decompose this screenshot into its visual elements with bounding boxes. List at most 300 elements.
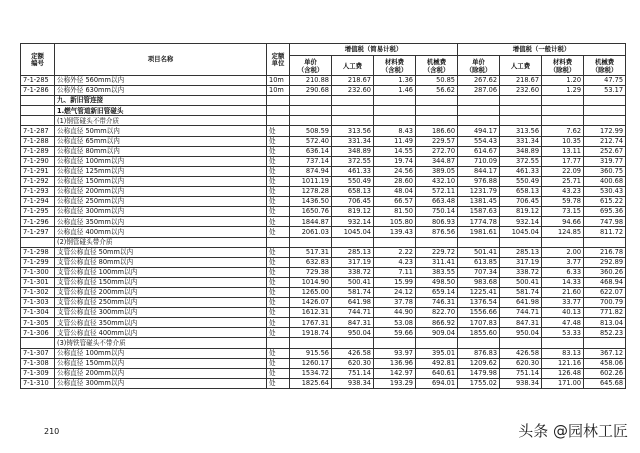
section-unit-cell <box>267 106 290 116</box>
cell-machine-excl: 622.07 <box>584 287 626 297</box>
cell-machine-incl: 432.10 <box>416 176 458 186</box>
item-unit: 处 <box>267 257 290 267</box>
empty-cell <box>290 96 332 106</box>
item-unit: 处 <box>267 146 290 156</box>
cell-machine-excl: 468.94 <box>584 277 626 287</box>
table-row <box>21 318 626 328</box>
cell-labor-2: 658.13 <box>500 187 542 197</box>
item-name: 公称直径 150mm以内 <box>55 358 267 368</box>
table-header <box>21 44 626 76</box>
cell-labor: 461.33 <box>332 166 374 176</box>
item-unit: 处 <box>267 287 290 297</box>
item-name: 支管公称直径 350mm以内 <box>55 318 267 328</box>
cell-material-excl: 33.77 <box>542 298 584 308</box>
item-unit: 10m <box>267 76 290 86</box>
table-row <box>21 368 626 378</box>
item-unit: 处 <box>267 267 290 277</box>
cell-price-excl: 287.06 <box>458 86 500 96</box>
empty-cell <box>500 106 542 116</box>
cell-material-excl: 94.66 <box>542 217 584 227</box>
cell-material-excl: 59.78 <box>542 197 584 207</box>
section-title: (3)铸铁管碰头不带介质 <box>55 338 267 348</box>
table-row <box>21 146 626 156</box>
cell-price-incl: 1260.17 <box>290 358 332 368</box>
item-name: 支管公称直径 100mm以内 <box>55 267 267 277</box>
empty-cell <box>584 237 626 247</box>
item-name: 支管公称直径 80mm以内 <box>55 257 267 267</box>
cell-machine-incl: 186.60 <box>416 126 458 136</box>
header-price-excl: 单价 （除税） <box>458 56 500 76</box>
section-unit-cell <box>267 237 290 247</box>
cell-price-excl: 707.34 <box>458 267 500 277</box>
header-name: 项目名称 <box>55 44 267 76</box>
empty-cell <box>332 106 374 116</box>
cell-machine-excl: 360.75 <box>584 166 626 176</box>
item-code: 7-1-290 <box>21 156 55 166</box>
cell-price-excl: 554.43 <box>458 136 500 146</box>
cell-material-excl: 25.71 <box>542 176 584 186</box>
header-price-incl: 单价 （含税） <box>290 56 332 76</box>
cell-material-incl: 24.56 <box>374 166 416 176</box>
empty-cell <box>458 237 500 247</box>
item-name: 公称外径 560mm以内 <box>55 76 267 86</box>
item-name: 支管公称直径 200mm以内 <box>55 287 267 297</box>
item-code: 7-1-302 <box>21 287 55 297</box>
cell-labor: 550.49 <box>332 176 374 186</box>
section-title: 九、新旧管连接 <box>55 96 267 106</box>
header-group-general: 增值税（一般计税） <box>458 44 626 56</box>
empty-cell <box>290 338 332 348</box>
empty-cell <box>584 338 626 348</box>
cell-machine-excl: 695.36 <box>584 207 626 217</box>
cell-labor: 313.56 <box>332 126 374 136</box>
cell-price-incl: 2061.03 <box>290 227 332 237</box>
cell-price-incl: 636.14 <box>290 146 332 156</box>
item-name: 公称直径 200mm以内 <box>55 368 267 378</box>
cell-machine-incl: 876.56 <box>416 227 458 237</box>
empty-cell <box>332 116 374 126</box>
cell-labor: 950.04 <box>332 328 374 338</box>
cell-labor: 232.60 <box>332 86 374 96</box>
cell-material-excl: 53.33 <box>542 328 584 338</box>
cell-price-incl: 1825.64 <box>290 378 332 388</box>
cell-machine-incl: 311.41 <box>416 257 458 267</box>
item-unit: 处 <box>267 217 290 227</box>
cell-machine-excl: 747.98 <box>584 217 626 227</box>
cell-labor-2: 348.89 <box>500 146 542 156</box>
cell-price-excl: 501.41 <box>458 247 500 257</box>
cell-price-incl: 632.83 <box>290 257 332 267</box>
cell-price-incl: 1612.31 <box>290 308 332 318</box>
item-unit: 处 <box>267 318 290 328</box>
watermark: 头条 @园林工匠 <box>518 422 628 440</box>
cell-price-excl: 1587.63 <box>458 207 500 217</box>
item-unit: 处 <box>267 368 290 378</box>
table-row <box>21 378 626 388</box>
cell-machine-excl: 319.77 <box>584 156 626 166</box>
header-machine-incl: 机械费 （含税） <box>416 56 458 76</box>
empty-cell <box>416 96 458 106</box>
item-name: 公称外径 630mm以内 <box>55 86 267 96</box>
cell-price-excl: 1855.60 <box>458 328 500 338</box>
table-row <box>21 136 626 146</box>
cell-machine-incl: 389.05 <box>416 166 458 176</box>
empty-cell <box>500 96 542 106</box>
cell-machine-incl: 383.55 <box>416 267 458 277</box>
item-unit: 10m <box>267 86 290 96</box>
item-name: 公称直径 65mm以内 <box>55 136 267 146</box>
table-row <box>21 207 626 217</box>
empty-cell <box>290 116 332 126</box>
cell-material-excl: 1.29 <box>542 86 584 96</box>
cell-machine-incl: 492.81 <box>416 358 458 368</box>
cell-price-excl: 1225.41 <box>458 287 500 297</box>
empty-cell <box>416 237 458 247</box>
cell-labor: 641.98 <box>332 298 374 308</box>
cell-labor-2: 313.56 <box>500 126 542 136</box>
item-code: 7-1-307 <box>21 348 55 358</box>
cell-labor-2: 338.72 <box>500 267 542 277</box>
empty-cell <box>542 338 584 348</box>
empty-cell <box>374 96 416 106</box>
table-row <box>21 187 626 197</box>
cell-price-excl: 1556.66 <box>458 308 500 318</box>
cell-price-incl: 517.31 <box>290 247 332 257</box>
cell-labor: 581.74 <box>332 287 374 297</box>
table-row <box>21 358 626 368</box>
empty-cell <box>500 116 542 126</box>
cell-material-incl: 37.78 <box>374 298 416 308</box>
cell-machine-incl: 694.01 <box>416 378 458 388</box>
cell-labor-2: 706.45 <box>500 197 542 207</box>
item-code: 7-1-308 <box>21 358 55 368</box>
cell-material-incl: 142.97 <box>374 368 416 378</box>
empty-cell <box>416 116 458 126</box>
cell-labor-2: 218.67 <box>500 76 542 86</box>
cell-material-incl: 24.12 <box>374 287 416 297</box>
item-name: 支管公称直径 50mm以内 <box>55 247 267 257</box>
cell-material-excl: 126.48 <box>542 368 584 378</box>
cell-price-incl: 1436.50 <box>290 197 332 207</box>
cell-machine-excl: 292.89 <box>584 257 626 267</box>
empty-cell <box>332 96 374 106</box>
cell-labor-2: 932.14 <box>500 217 542 227</box>
item-unit: 处 <box>267 247 290 257</box>
cell-material-excl: 121.16 <box>542 358 584 368</box>
cell-price-incl: 874.94 <box>290 166 332 176</box>
cell-price-excl: 267.62 <box>458 76 500 86</box>
empty-cell <box>542 237 584 247</box>
cell-price-incl: 1426.07 <box>290 298 332 308</box>
cell-machine-incl: 344.87 <box>416 156 458 166</box>
table-row <box>21 227 626 237</box>
table-row <box>21 247 626 257</box>
cell-price-excl: 614.67 <box>458 146 500 156</box>
cell-labor-2: 620.30 <box>500 358 542 368</box>
header-labor: 人工费 <box>332 56 374 76</box>
cell-price-incl: 1918.74 <box>290 328 332 338</box>
cell-machine-excl: 216.78 <box>584 247 626 257</box>
cell-price-incl: 572.40 <box>290 136 332 146</box>
section-title: 1.燃气管道新旧管碰头 <box>55 106 267 116</box>
cell-machine-excl: 771.82 <box>584 308 626 318</box>
cell-machine-incl: 395.01 <box>416 348 458 358</box>
cell-machine-excl: 615.22 <box>584 197 626 207</box>
item-unit: 处 <box>267 176 290 186</box>
cell-machine-excl: 852.23 <box>584 328 626 338</box>
empty-cell <box>332 338 374 348</box>
table-row <box>21 267 626 277</box>
section-unit-cell <box>267 116 290 126</box>
cell-machine-incl: 822.70 <box>416 308 458 318</box>
cell-labor-2: 847.31 <box>500 318 542 328</box>
item-code: 7-1-309 <box>21 368 55 378</box>
empty-cell <box>584 96 626 106</box>
cell-price-excl: 1231.79 <box>458 187 500 197</box>
empty-cell <box>416 106 458 116</box>
cell-price-excl: 613.85 <box>458 257 500 267</box>
table-row <box>21 166 626 176</box>
empty-cell <box>374 106 416 116</box>
item-code: 7-1-306 <box>21 328 55 338</box>
table-row <box>21 257 626 267</box>
item-code: 7-1-293 <box>21 187 55 197</box>
section-code-cell <box>21 96 55 106</box>
empty-cell <box>332 237 374 247</box>
item-name: 公称直径 100mm以内 <box>55 348 267 358</box>
empty-cell <box>374 338 416 348</box>
item-name: 支管公称直径 150mm以内 <box>55 277 267 287</box>
cell-material-incl: 44.90 <box>374 308 416 318</box>
cell-material-excl: 43.23 <box>542 187 584 197</box>
section-code-cell <box>21 116 55 126</box>
empty-cell <box>374 116 416 126</box>
table-row <box>21 76 626 86</box>
item-code: 7-1-296 <box>21 217 55 227</box>
cell-labor: 285.13 <box>332 247 374 257</box>
cell-material-excl: 3.77 <box>542 257 584 267</box>
cell-material-incl: 4.23 <box>374 257 416 267</box>
cell-labor-2: 461.33 <box>500 166 542 176</box>
cell-labor: 751.14 <box>332 368 374 378</box>
cell-machine-excl: 530.43 <box>584 187 626 197</box>
cell-labor: 1045.04 <box>332 227 374 237</box>
item-name: 支管公称直径 300mm以内 <box>55 308 267 318</box>
cell-price-excl: 1707.83 <box>458 318 500 328</box>
cell-labor-2: 500.41 <box>500 277 542 287</box>
section-title: (2)钢管碰头带介质 <box>55 237 267 247</box>
cell-labor: 620.30 <box>332 358 374 368</box>
header-code: 定额 编号 <box>21 44 55 76</box>
header-material-excl: 材料费 （除税） <box>542 56 584 76</box>
item-code: 7-1-291 <box>21 166 55 176</box>
item-unit: 处 <box>267 166 290 176</box>
section-row <box>21 237 626 247</box>
cell-price-incl: 729.38 <box>290 267 332 277</box>
table-row <box>21 328 626 338</box>
cell-price-excl: 844.17 <box>458 166 500 176</box>
item-name: 公称直径 350mm以内 <box>55 217 267 227</box>
item-name: 公称直径 100mm以内 <box>55 156 267 166</box>
item-code: 7-1-298 <box>21 247 55 257</box>
cell-material-incl: 136.96 <box>374 358 416 368</box>
cell-price-incl: 737.14 <box>290 156 332 166</box>
cell-machine-incl: 806.93 <box>416 217 458 227</box>
cell-labor-2: 751.14 <box>500 368 542 378</box>
cell-machine-incl: 659.14 <box>416 287 458 297</box>
cell-price-incl: 1534.72 <box>290 368 332 378</box>
empty-cell <box>542 116 584 126</box>
item-unit: 处 <box>267 298 290 308</box>
item-unit: 处 <box>267 308 290 318</box>
item-unit: 处 <box>267 187 290 197</box>
cell-price-incl: 915.56 <box>290 348 332 358</box>
item-unit: 处 <box>267 126 290 136</box>
item-name: 公称直径 80mm以内 <box>55 146 267 156</box>
cell-material-excl: 47.48 <box>542 318 584 328</box>
item-code: 7-1-287 <box>21 126 55 136</box>
item-code: 7-1-292 <box>21 176 55 186</box>
header-group-simple: 增值税（简易计税） <box>290 44 458 56</box>
cell-price-excl: 1774.78 <box>458 217 500 227</box>
cell-labor-2: 950.04 <box>500 328 542 338</box>
cell-machine-incl: 572.11 <box>416 187 458 197</box>
section-code-cell <box>21 106 55 116</box>
section-row <box>21 106 626 116</box>
item-code: 7-1-303 <box>21 298 55 308</box>
empty-cell <box>290 106 332 116</box>
cell-material-excl: 6.33 <box>542 267 584 277</box>
item-unit: 处 <box>267 136 290 146</box>
cell-material-incl: 2.22 <box>374 247 416 257</box>
item-unit: 处 <box>267 328 290 338</box>
cell-price-excl: 1381.45 <box>458 197 500 207</box>
cell-material-incl: 1.36 <box>374 76 416 86</box>
cell-material-excl: 10.35 <box>542 136 584 146</box>
table-row <box>21 298 626 308</box>
cell-labor: 932.14 <box>332 217 374 227</box>
cell-labor-2: 285.13 <box>500 247 542 257</box>
cell-price-incl: 1844.87 <box>290 217 332 227</box>
item-name: 支管公称直径 250mm以内 <box>55 298 267 308</box>
section-code-cell <box>21 338 55 348</box>
page-number: 210 <box>44 427 60 436</box>
cell-machine-incl: 640.61 <box>416 368 458 378</box>
header-labor-2: 人工费 <box>500 56 542 76</box>
cell-material-excl: 22.09 <box>542 166 584 176</box>
item-unit: 处 <box>267 358 290 368</box>
cell-material-excl: 13.11 <box>542 146 584 156</box>
cell-machine-excl: 700.79 <box>584 298 626 308</box>
header-unit: 定额 单位 <box>267 44 290 76</box>
cell-material-excl: 83.13 <box>542 348 584 358</box>
cell-material-incl: 139.43 <box>374 227 416 237</box>
item-name: 支管公称直径 400mm以内 <box>55 328 267 338</box>
cell-labor: 338.72 <box>332 267 374 277</box>
empty-cell <box>584 116 626 126</box>
cell-labor-2: 550.49 <box>500 176 542 186</box>
cell-labor-2: 938.34 <box>500 378 542 388</box>
cell-labor: 426.58 <box>332 348 374 358</box>
cell-machine-excl: 400.68 <box>584 176 626 186</box>
item-code: 7-1-300 <box>21 267 55 277</box>
empty-cell <box>458 116 500 126</box>
cell-price-incl: 1767.31 <box>290 318 332 328</box>
table-row <box>21 176 626 186</box>
table-row <box>21 156 626 166</box>
empty-cell <box>416 338 458 348</box>
cell-material-incl: 8.43 <box>374 126 416 136</box>
cell-price-incl: 1011.19 <box>290 176 332 186</box>
empty-cell <box>458 106 500 116</box>
cell-material-incl: 19.74 <box>374 156 416 166</box>
empty-cell <box>542 96 584 106</box>
rate-table <box>20 43 626 389</box>
cell-material-incl: 11.49 <box>374 136 416 146</box>
cell-machine-incl: 663.48 <box>416 197 458 207</box>
empty-cell <box>542 106 584 116</box>
cell-labor: 658.13 <box>332 187 374 197</box>
cell-material-incl: 59.66 <box>374 328 416 338</box>
cell-machine-incl: 272.70 <box>416 146 458 156</box>
table-row <box>21 197 626 207</box>
cell-machine-incl: 229.57 <box>416 136 458 146</box>
cell-price-excl: 876.83 <box>458 348 500 358</box>
cell-material-excl: 21.60 <box>542 287 584 297</box>
cell-price-excl: 494.17 <box>458 126 500 136</box>
item-unit: 处 <box>267 156 290 166</box>
item-name: 公称直径 200mm以内 <box>55 187 267 197</box>
cell-machine-incl: 56.62 <box>416 86 458 96</box>
item-code: 7-1-294 <box>21 197 55 207</box>
cell-material-incl: 28.60 <box>374 176 416 186</box>
cell-labor: 819.12 <box>332 207 374 217</box>
cell-labor: 331.34 <box>332 136 374 146</box>
empty-cell <box>500 237 542 247</box>
cell-labor: 847.31 <box>332 318 374 328</box>
cell-price-incl: 290.68 <box>290 86 332 96</box>
cell-labor-2: 744.71 <box>500 308 542 318</box>
cell-material-excl: 17.77 <box>542 156 584 166</box>
item-code: 7-1-305 <box>21 318 55 328</box>
cell-machine-incl: 750.14 <box>416 207 458 217</box>
cell-material-excl: 73.15 <box>542 207 584 217</box>
section-code-cell <box>21 237 55 247</box>
item-unit: 处 <box>267 277 290 287</box>
cell-machine-excl: 47.75 <box>584 76 626 86</box>
cell-material-excl: 124.85 <box>542 227 584 237</box>
cell-labor-2: 819.12 <box>500 207 542 217</box>
cell-material-incl: 7.11 <box>374 267 416 277</box>
table-row <box>21 348 626 358</box>
cell-material-incl: 193.29 <box>374 378 416 388</box>
item-code: 7-1-286 <box>21 86 55 96</box>
item-code: 7-1-295 <box>21 207 55 217</box>
cell-material-incl: 48.04 <box>374 187 416 197</box>
item-code: 7-1-304 <box>21 308 55 318</box>
item-name: 公称直径 50mm以内 <box>55 126 267 136</box>
cell-machine-excl: 252.67 <box>584 146 626 156</box>
table-body <box>21 76 626 389</box>
cell-material-incl: 105.80 <box>374 217 416 227</box>
cell-price-excl: 1376.54 <box>458 298 500 308</box>
empty-cell <box>500 338 542 348</box>
cell-labor-2: 317.19 <box>500 257 542 267</box>
cell-price-excl: 1755.02 <box>458 378 500 388</box>
empty-cell <box>290 237 332 247</box>
cell-labor: 500.41 <box>332 277 374 287</box>
cell-price-excl: 1209.62 <box>458 358 500 368</box>
